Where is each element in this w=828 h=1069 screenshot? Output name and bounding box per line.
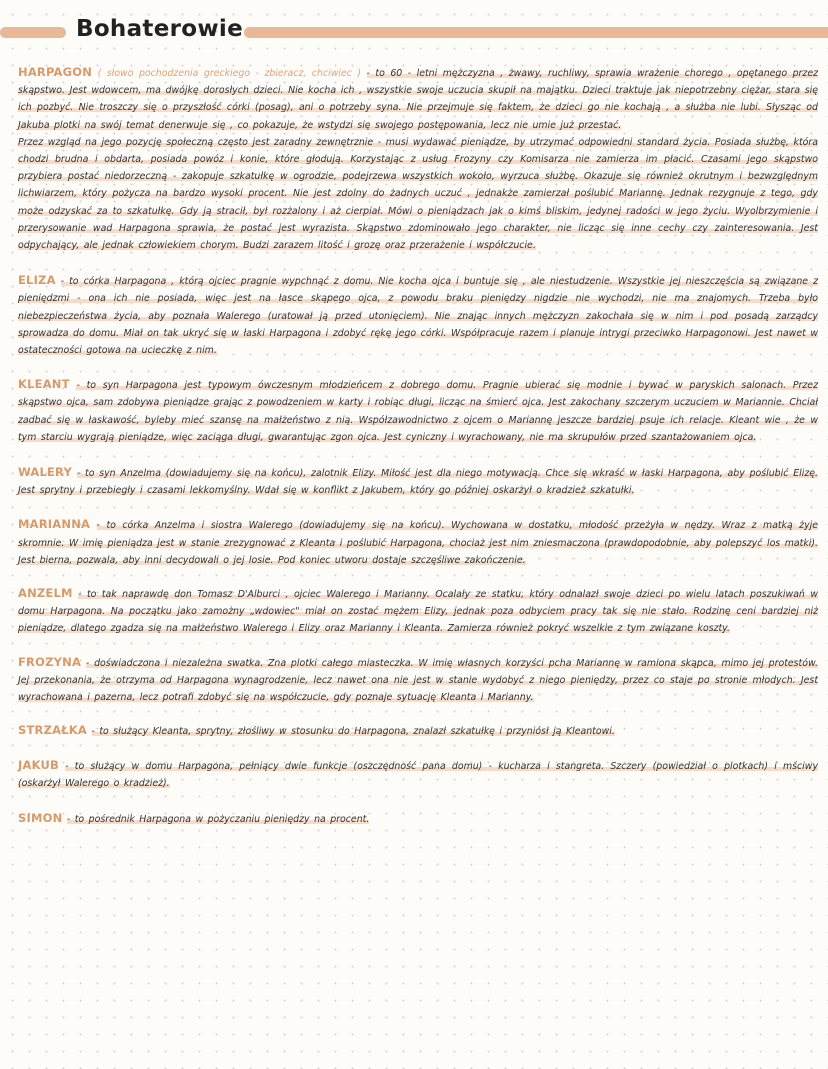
entry-simon (18, 810, 818, 828)
entry-kleant-paragraph (18, 376, 818, 446)
character-name: ELIZA (18, 273, 56, 288)
character-name: KLEANT (18, 377, 70, 392)
entry-jakub-paragraph (18, 757, 818, 792)
entry-eliza (18, 272, 818, 359)
character-name: ANZELM (18, 586, 73, 601)
character-etymology-note: ( słowo pochodzenia greckiego - zbieracz, chciwiec ) (97, 68, 362, 79)
entry-eliza-paragraph (18, 272, 818, 359)
character-description: - doświadczona i niezależna swatka. Zna plotki całego miasteczka. W imię własnych korzyści pcha Mariannę w ramiona skąpca, mimo jej protestów. Jej przekonania, że otrzyma od Harpagona wynagrodzenie, lecz nawet ona nie jest w stanie wydobyć z niego pieniędzy, przez co staje po stronie młodych. Jest wyrachowana i pazerna, lecz potrafi zdobyć się na współczucie, gdy poznaje sytuację Kleanta i Marianny. (18, 657, 819, 704)
entry-harpagon-paragraph-1 (18, 64, 818, 134)
character-description: - to służący w domu Harpagona, pełniący dwie funkcje (oszczędność pana domu) - kucharza i stangreta. Szczery (powiedział o plotkach) i mściwy (oskarżył Walerego o kradzież). (18, 760, 818, 789)
entry-anzelm-paragraph (18, 585, 818, 638)
character-description: - to syn Anzelma (dowiadujemy się na końcu), zalotnik Elizy. Miłość jest dla niego motywacją. Chce się wkraść w łaski Harpagona, aby poślubić Elizę. Jest sprytny i przebiegły i czasami lekkomyślny. Wdał się w konflikt z Jakubem, który go później oskarżył o kradzież szkatułki. (18, 468, 818, 497)
title-bar (0, 16, 828, 44)
character-name: JAKUB (18, 757, 59, 772)
character-description: - to tak naprawdę don Tomasz D'Alburci , ojciec Walerego i Marianny. Ocalały ze statku, który odnalazł swoje dzieci po wielu latach poszukiwań w domu Harpagona. Na początku jako zamożny „wdowiec" miał on zostać mężem Elizy, jednak poza odbyciem pracy tak się nie stało. Rodzinę ceni bardziej niż pieniądze, dlatego zgadza się na małżeństwo Walerego i Elizy oraz Marianny i Kleanta. Zamierza również pokryć wszelkie z tym związane koszty. (18, 589, 818, 635)
character-name: SIMON (18, 810, 63, 825)
entry-walery-paragraph (18, 464, 818, 499)
entry-frozyna-paragraph (18, 654, 818, 707)
character-name: WALERY (18, 465, 73, 480)
character-description: - to syn Harpagona jest typowym ówczesnym młodzieńcem z dobrego domu. Pragnie ubierać się modnie i bywać w paryskich salonach. Przez skąpstwo ojca, sam zdobywa pieniądze grając z powodzeniem w karty i robiąc długi, licząc na śmierć ojca. Jest zakochany szczerym uczuciem w Mariannie. Chciał zadbać się w łaskawość, byleby mieć szansę na małżeństwo z nią. Współzawodnictwo z ojcem o Mariannę jeszcze bardziej psuje ich relacje. Kleant wie , że w tym starciu wygrają pieniądze, więc zaciąga długi, gwarantując zgon ojca. Jest cyniczny i wyrachowany, nie ma skrupułów przed szantażowaniem ojca. (18, 380, 818, 443)
character-description: - to służący Kleanta, sprytny, złośliwy w stosunku do Harpagona, znalazł szkatułkę i przyniósł ją Kleantowi. (91, 726, 615, 738)
character-description: - to córka Harpagona , którą ojciec pragnie wypchnąć z domu. Nie kocha ojca i buntuje się , ale niestudzenie. Wszystkie jej nieszczęścia są związane z pieniędzmi - ona ich nie posiada, więc jest na łasce skąpego ojca, z powodu braku pieniędzy nigdzie nie wychodzi, nie ma znajomych. Trzeba było niebezpieczeństwa życia, aby poznała Walerego (uratował ją przed utonięciem). Nie znając innych mężczyzn zakochała się w nim i pod posadą zarządcy sprowadza do domu. Miał on tak ukryć się w łaski Harpagona i zdobyć rękę jego córki. Współpracuje razem i planuje intrygi przeciwko Harpagonowi. Jest nawet w ostateczności gotowa na ucieczkę z nim. (18, 276, 818, 357)
page-title: Bohaterowie (76, 16, 243, 42)
entry-strzalka (18, 722, 818, 740)
entry-frozyna (18, 654, 818, 707)
title-decoration-left (0, 27, 66, 38)
entry-walery (18, 464, 818, 499)
character-description: - to pośrednik Harpagona w pożyczaniu pieniędzy na procent. (66, 813, 370, 825)
entry-anzelm (18, 585, 818, 638)
character-name: MARIANNA (18, 517, 91, 532)
entry-harpagon-paragraph-2 (18, 134, 818, 254)
entry-kleant (18, 376, 818, 446)
character-description: Przez wzgląd na jego pozycję społeczną często jest zaradny zewnętrznie - musi wydawać pieniądze, by utrzymać odpowiedni standard życia. Posiada służbę, która chodzi brudna i obdarta, posiada powóz i konie, które głodują. Korzystając z usług Frozyny czy Komisarza nie zamierza im płacić. Czasami jego skąpstwo przybiera postać niedorzeczną - zakopuje szkatułkę w ogrodzie, podejrzewa wszystkich wokoło, wyrzuca służbę. Okazuje się również okrutnym i bezwzględnym lichwiarzem, który pożycza na bardzo wysoki procent. Nie jest zdolny do żadnych uczuć , jednakże zamierzał poślubić Mariannę. Jednak rezygnuje z tego, gdy może odzyskać za to szkatułkę. Gdy ją stracił, był rozżalony i aż cierpiał. Mówi o pieniądzach jak o kimś bliskim, jedynej radości w jego życiu. Wyolbrzymienie i przerysowanie wad Harpagona sprawia, że postać jest wyrazista. Skąpstwo zdominowało jego charakter, nie licząc się inne cechy czy zainteresowania. Jest odpychający, ale jednak człowiekiem chorym. Budzi zarazem litość i grozę oraz przerażenie i współczucie. (18, 136, 818, 252)
entry-jakub (18, 757, 818, 792)
title-decoration-right (244, 27, 828, 38)
character-name: HARPAGON (18, 65, 93, 79)
entry-harpagon (18, 64, 818, 254)
character-description: - to 60 - letni mężczyzna , żwawy, ruchliwy, sprawia wrażenie chorego , opętanego przez skąpstwo. Jest wdowcem, ma dwójkę dorosłych dzieci. Nie kocha ich , wszystkie swoje uczucia skupił na majątku. Dzieci traktuje jak niepotrzebny ciężar, stara się ich pozbyć. Nie troszczy się o przyszłość córki (posag), ani o potrzeby syna. Nie przejmuje się faktem, że dzieci go nie kochają , a służba nie lubi. Słysząc od Jakuba plotki na swój temat denerwuje się , co pokazuje, że wstydzi się swojego postępowania, lecz nie umie już przestać. (18, 68, 819, 131)
entry-simon-paragraph (18, 810, 818, 828)
entry-marianna-paragraph (18, 516, 818, 569)
character-list (18, 64, 818, 828)
character-description: - to córka Anzelma i siostra Walerego (dowiadujemy się na końcu). Wychowana w dostatku, młodość przeżyła w nędzy. Wraz z matką żyje skromnie. W imię pieniądza jest w stanie zrezygnować z Kleanta i poślubić Harpagona, chociaż jest nim zniesmaczona (prawdopodobnie, aby polepszyć los matki). Jest bierna, pozwala, aby inni decydowali o jej losie. Pod koniec utworu dostaje szczęśliwe zakończenie. (18, 520, 818, 566)
character-name: STRZAŁKA (18, 723, 88, 738)
entry-marianna (18, 516, 818, 569)
entry-strzalka-paragraph (18, 722, 818, 740)
character-name: FROZYNA (18, 654, 82, 669)
